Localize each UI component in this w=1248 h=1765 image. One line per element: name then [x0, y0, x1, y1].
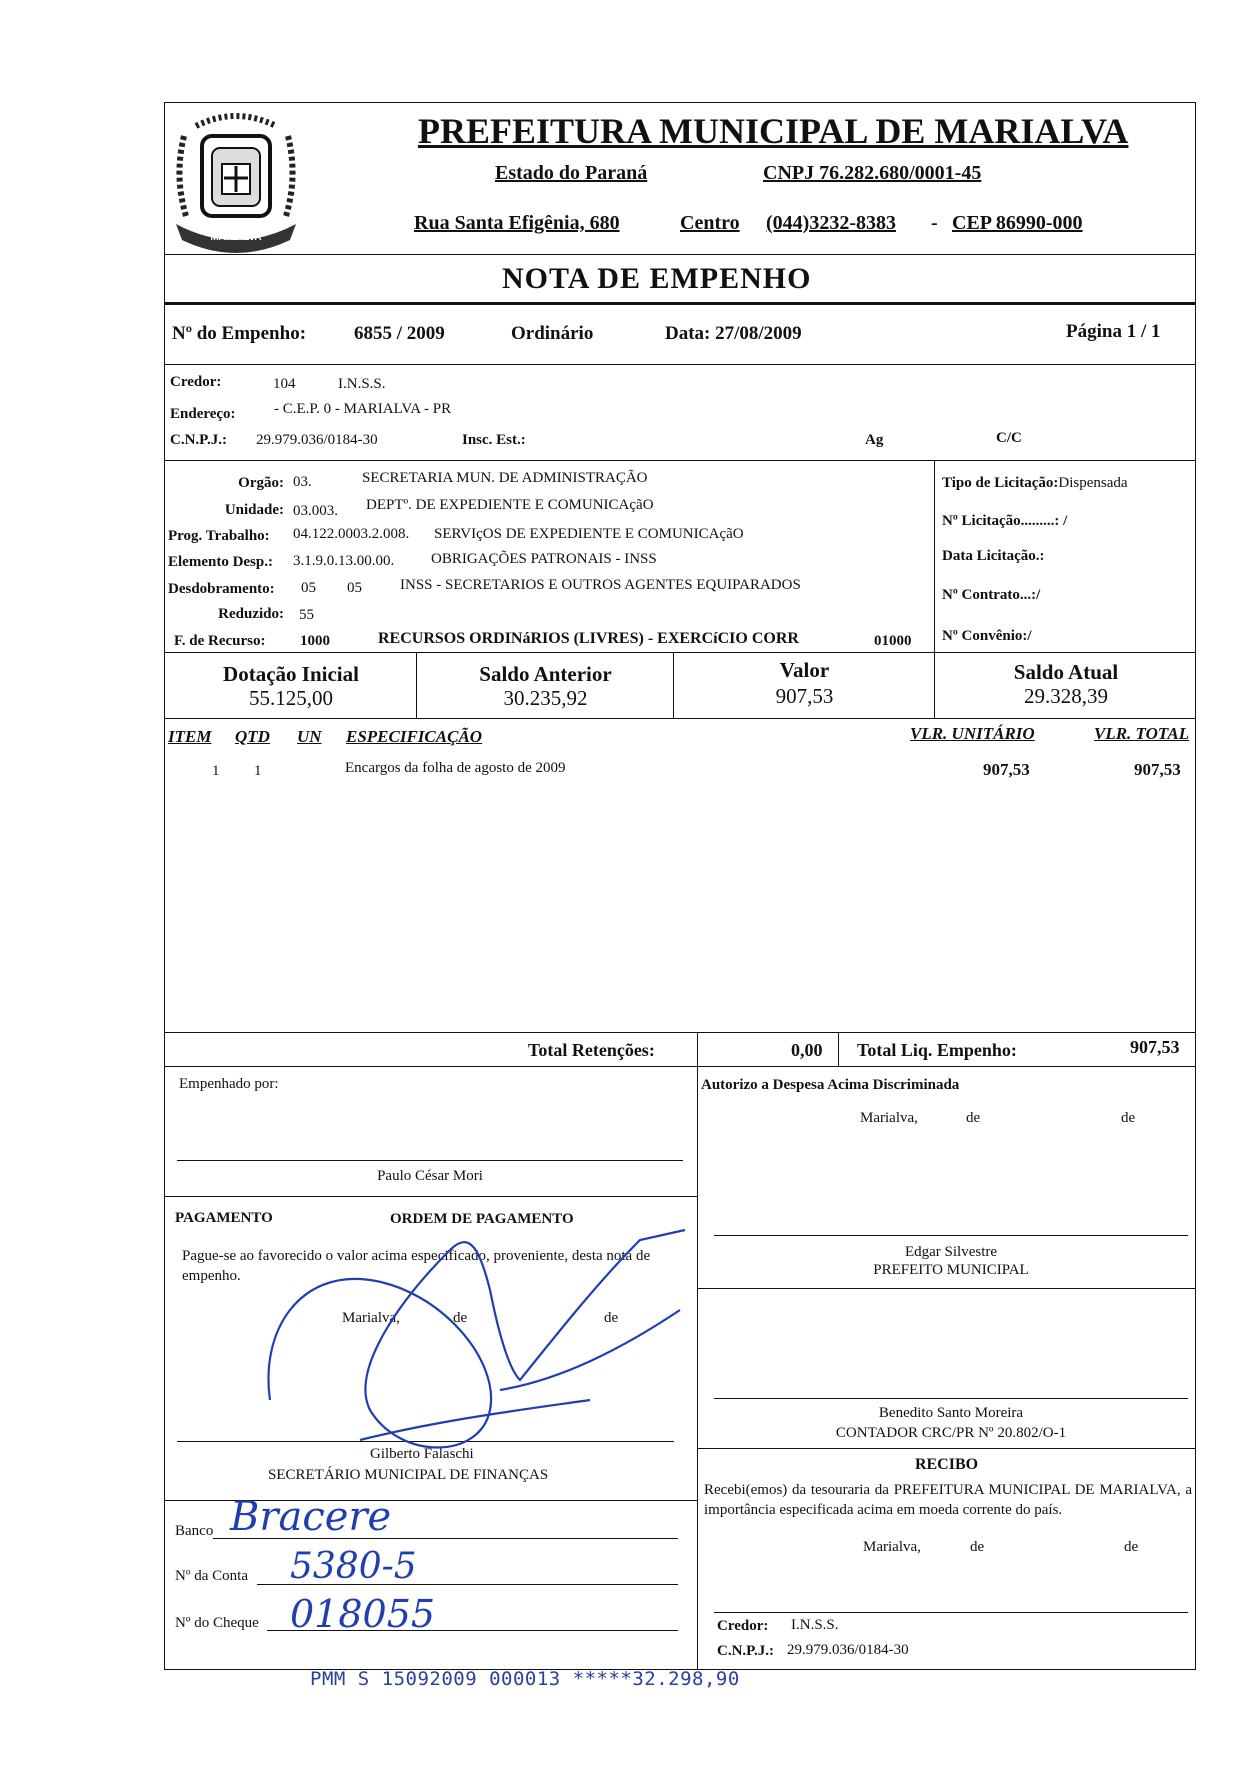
numero-licitacao: Nº Licitação.........: / [942, 513, 1068, 529]
dotacao-inicial-value: 55.125,00 [249, 686, 333, 710]
municipal-crest-icon [166, 106, 306, 256]
cnpj-header: CNPJ 76.282.680/0001-45 [763, 162, 982, 184]
unidade-code: 03.003. [293, 503, 338, 519]
col-header-item: ITEM [168, 727, 212, 746]
cc-label: C/C [996, 430, 1022, 446]
credor-label: Credor: [170, 374, 222, 390]
pagamento-text: Pague-se ao favorecido o valor acima especificado, proveniente, desta nota de empenho. [182, 1248, 651, 1284]
divider [697, 1032, 698, 1067]
insc-est-label: Insc. Est.: [462, 432, 526, 448]
banco-label: Banco [175, 1523, 214, 1539]
col-header-un: UN [297, 727, 322, 746]
tipo-licitacao [942, 475, 1128, 492]
total-retencoes-label: Total Retenções: [528, 1040, 655, 1060]
divider [838, 1032, 839, 1067]
divider [164, 1196, 697, 1197]
valor-value: 907,53 [775, 684, 834, 708]
recibo-credor-value: I.N.S.S. [791, 1617, 839, 1633]
recibo-cnpj-label: C.N.P.J.: [717, 1643, 774, 1659]
orgao-code: 03. [293, 474, 312, 490]
autorizo-de1: de [966, 1110, 981, 1126]
recibo-local: Marialva, [863, 1539, 921, 1555]
secretario-title: SECRETÁRIO MUNICIPAL DE FINANÇAS [268, 1467, 549, 1483]
address-dash: - [931, 212, 938, 234]
endereco-label: Endereço: [170, 406, 236, 422]
recibo-de1: de [970, 1539, 985, 1555]
empenhado-por-name: Paulo César Mori [377, 1168, 483, 1184]
credor-cnpj: 29.979.036/0184-30 [256, 432, 378, 448]
saldo-anterior-label: Saldo Anterior [479, 662, 612, 686]
signature-line [177, 1160, 683, 1161]
divider [164, 1066, 1196, 1067]
divider [697, 1288, 1196, 1289]
desdobramento-label: Desdobramento: [168, 581, 275, 597]
document-title: NOTA DE EMPENHO [502, 262, 812, 295]
fonte-code: 1000 [300, 633, 330, 649]
signature-line [714, 1398, 1188, 1399]
elemento-desc: OBRIGAÇÕES PATRONAIS - INSS [431, 551, 657, 567]
saldo-atual-label: Saldo Atual [1013, 660, 1119, 684]
empenho-number: 6855 / 2009 [354, 323, 445, 344]
signature-line [714, 1235, 1188, 1236]
secretario-name: Gilberto Falaschi [370, 1446, 474, 1462]
recibo-credor-label: Credor: [717, 1618, 769, 1634]
crest-banner-text: MARIALVA [210, 232, 262, 243]
saldo-anterior-value: 30.235,92 [503, 686, 588, 710]
empenhado-por-label: Empenhado por: [179, 1076, 279, 1092]
autorizo-de2: de [1121, 1110, 1136, 1126]
pagamento-local: Marialva, [342, 1310, 400, 1326]
fonte-desc: RECURSOS ORDINáRIOS (LIVRES) - EXERCíCIO CORR [378, 630, 799, 647]
page-title: PREFEITURA MUNICIPAL DE MARIALVA [418, 111, 1129, 151]
fonte-num: 01000 [874, 633, 912, 649]
row-total: 907,53 [1134, 760, 1181, 779]
address-centro: Centro [680, 212, 740, 234]
divider [164, 254, 1196, 255]
valor-label: Valor [779, 658, 830, 682]
recibo-text: Recebi(emos) da tesouraria da PREFEITURA MUNICIPAL DE MARIALVA, a importância especificada acima em moeda corrente do país. [704, 1482, 1192, 1518]
handwritten-signature [260, 1210, 700, 1480]
recibo-cnpj-value: 29.979.036/0184-30 [787, 1642, 909, 1658]
divider [164, 460, 1196, 461]
address-cep: CEP 86990-000 [952, 212, 1083, 234]
tipo-licitacao-value: Dispensada [1058, 475, 1128, 491]
divider [934, 460, 935, 652]
contador-title: CONTADOR CRC/PR Nº 20.802/O-1 [835, 1425, 1067, 1441]
pagamento-de1: de [453, 1310, 468, 1326]
empenho-type: Ordinário [511, 323, 594, 344]
banco-value: Bracere [230, 1494, 392, 1540]
prog-desc: SERVIçOS DE EXPEDIENTE E COMUNICAçãO [434, 526, 744, 542]
divider [164, 302, 1196, 305]
divider [164, 652, 1196, 653]
divider [697, 1448, 1196, 1449]
divider [934, 652, 935, 718]
row-especificacao: Encargos da folha de agosto de 2009 [345, 760, 566, 776]
total-liquido-value: 907,53 [1130, 1037, 1180, 1057]
divider [164, 364, 1196, 365]
pagamento-label: PAGAMENTO [175, 1210, 273, 1226]
conta-label: Nº da Conta [175, 1568, 248, 1584]
address-phone: (044)3232-8383 [766, 212, 896, 234]
conta-value: 5380-5 [290, 1546, 417, 1587]
credor-code: 104 [273, 376, 296, 392]
cheque-label: Nº do Cheque [175, 1615, 259, 1631]
desdobramento-code2: 05 [347, 580, 362, 596]
contador-name: Benedito Santo Moreira [878, 1405, 1024, 1421]
credor-cnpj-label: C.N.P.J.: [170, 432, 227, 448]
empenho-date: Data: 27/08/2009 [665, 323, 802, 344]
col-header-qtd: QTD [235, 727, 270, 746]
endereco-value: - C.E.P. 0 - MARIALVA - PR [274, 401, 452, 417]
orgao-label: Orgão: [238, 475, 284, 491]
prog-code: 04.122.0003.2.008. [293, 526, 410, 542]
signature-line [714, 1612, 1188, 1613]
data-licitacao: Data Licitação.: [942, 548, 1045, 564]
elemento-code: 3.1.9.0.13.00.00. [293, 553, 395, 569]
prog-label: Prog. Trabalho: [168, 528, 270, 544]
autorizo-local: Marialva, [860, 1110, 918, 1126]
elemento-label: Elemento Desp.: [168, 554, 273, 570]
credor-name: I.N.S.S. [338, 376, 386, 392]
numero-contrato: Nº Contrato...:/ [942, 587, 1041, 603]
unidade-label: Unidade: [224, 502, 284, 518]
dotacao-inicial-label: Dotação Inicial [223, 662, 359, 686]
unidade-desc: DEPTº. DE EXPEDIENTE E COMUNICAçãO [366, 497, 654, 513]
divider [673, 652, 674, 718]
address-street: Rua Santa Efigênia, 680 [414, 212, 620, 234]
fonte-label: F. de Recurso: [174, 633, 266, 649]
tipo-licitacao-label: Tipo de Licitação: [942, 475, 1059, 491]
page-number: Página 1 / 1 [1066, 321, 1161, 342]
saldo-atual-value: 29.328,39 [1024, 684, 1108, 708]
col-header-total: VLR. TOTAL [1094, 724, 1190, 743]
reduzido-value: 55 [299, 607, 314, 623]
prefeito-name: Edgar Silvestre [904, 1244, 998, 1260]
col-header-unit: VLR. UNITÁRIO [910, 724, 1035, 743]
orgao-desc: SECRETARIA MUN. DE ADMINISTRAÇÃO [362, 470, 648, 486]
payment-stamp: PMM S 15092009 000013 *****32.298,90 [310, 1668, 740, 1690]
empenho-number-label: Nº do Empenho: [172, 323, 307, 344]
total-liquido-label: Total Liq. Empenho: [857, 1040, 1017, 1060]
row-qtd: 1 [254, 763, 262, 779]
divider [164, 718, 1196, 719]
row-unit: 907,53 [983, 760, 1030, 779]
reduzido-label: Reduzido: [218, 606, 284, 622]
cheque-value: 018055 [290, 1592, 436, 1636]
divider [416, 652, 417, 718]
prefeito-title: PREFEITO MUNICIPAL [873, 1262, 1029, 1278]
autorizo-label: Autorizo a Despesa Acima Discriminada [701, 1077, 960, 1093]
divider [164, 1032, 1196, 1033]
col-header-especificacao: ESPECIFICAÇÃO [346, 727, 483, 746]
ordem-pagamento-label: ORDEM DE PAGAMENTO [390, 1211, 574, 1227]
pagamento-de2: de [604, 1310, 619, 1326]
numero-convenio: Nº Convênio:/ [942, 628, 1032, 644]
row-item: 1 [212, 763, 220, 779]
recibo-title: RECIBO [914, 1456, 979, 1473]
total-retencoes-value: 0,00 [791, 1040, 823, 1060]
estado-label: Estado do Paraná [495, 162, 648, 184]
recibo-de2: de [1124, 1539, 1139, 1555]
ag-label: Ag [865, 432, 884, 448]
desdobramento-code1: 05 [301, 580, 316, 596]
desdobramento-desc: INSS - SECRETARIOS E OUTROS AGENTES EQUIPARADOS [400, 577, 801, 593]
